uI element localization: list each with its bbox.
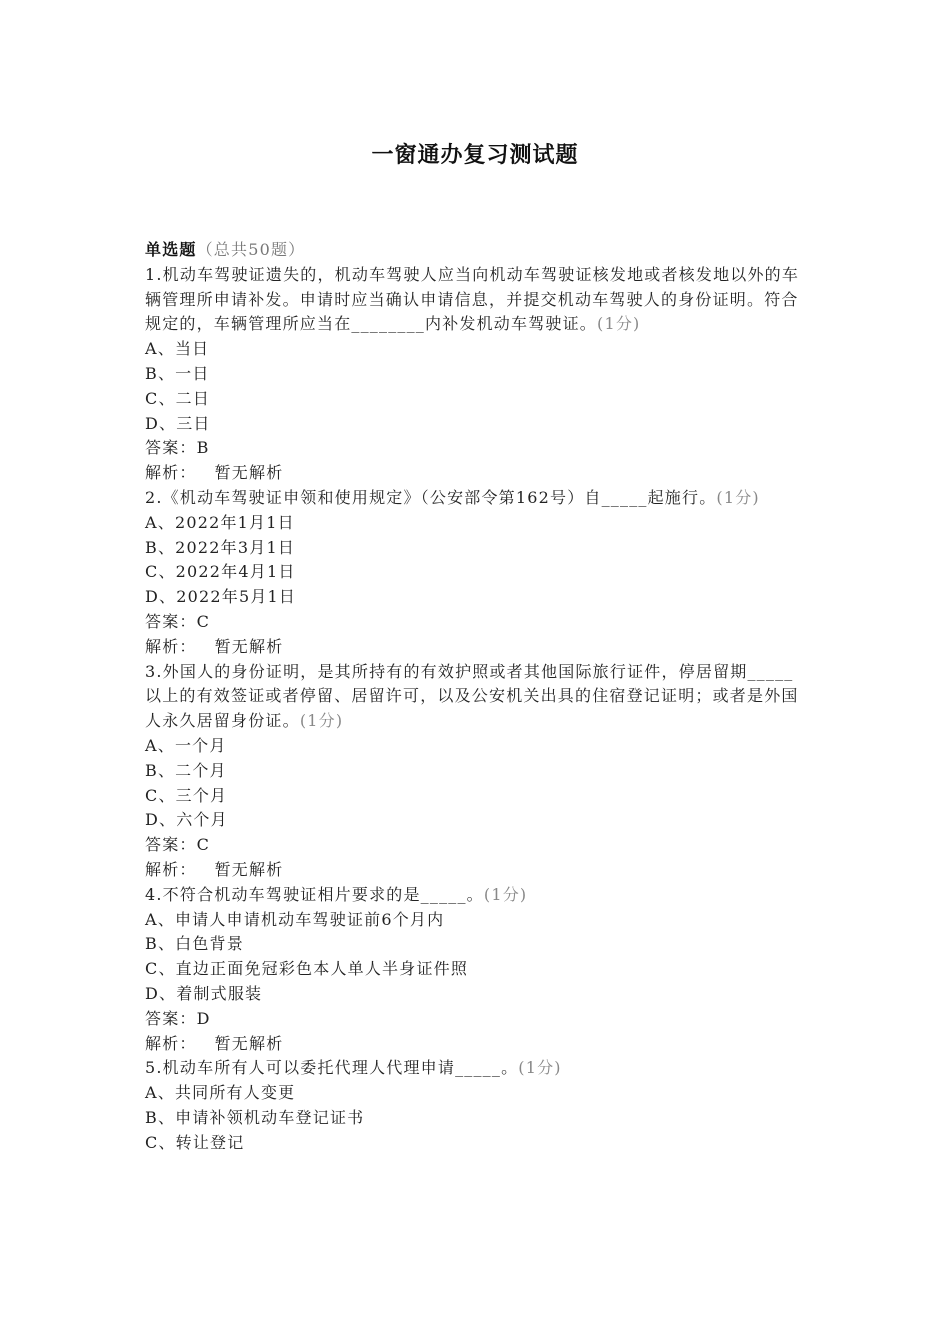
option-a: A、2022年1月1日	[145, 512, 295, 532]
question-score: (1分)	[483, 884, 528, 904]
option-c: C、2022年4月1日	[145, 562, 296, 582]
question-3	[145, 660, 810, 734]
option-a: A、共同所有人变更	[145, 1083, 296, 1103]
option-a: A、一个月	[145, 735, 227, 755]
analysis-label: 解析：	[145, 859, 197, 879]
analysis-line	[145, 1032, 810, 1057]
section-note: （总共50题）	[196, 240, 306, 259]
analysis-label: 解析：	[145, 636, 197, 656]
question-4	[145, 883, 810, 908]
question-score: (1分)	[299, 711, 344, 731]
question-text: 2.《机动车驾驶证申领和使用规定》（公安部令第162号）自_____起施行。	[145, 487, 717, 507]
analysis-label: 解析：	[145, 463, 197, 483]
question-text: 3.外国人的身份证明，是其所持有的有效护照或者其他国际旅行证件，停居留期_____以上的有效签证或者停留、居留许可，以及公安机关出具的住宿登记证明；或者是外国人永久居留身份证。	[145, 661, 799, 731]
option-d: D、三日	[145, 413, 211, 433]
answer-line	[145, 610, 810, 635]
answer-value: C	[196, 611, 211, 631]
analysis-value: 暂无解析	[214, 859, 284, 879]
option-c: C、转让登记	[145, 1132, 245, 1152]
question-5	[145, 1056, 810, 1081]
option-a: A、当日	[145, 339, 210, 359]
option-c: C、直边正面免冠彩色本人单人半身证件照	[145, 959, 469, 979]
option-d: D、六个月	[145, 810, 228, 830]
answer-line	[145, 833, 810, 858]
question-1	[145, 263, 810, 337]
option-c: C、二日	[145, 388, 211, 408]
analysis-label: 解析：	[145, 1033, 197, 1053]
question-score: (1分)	[716, 487, 760, 507]
answer-label: 答案：	[145, 1008, 197, 1028]
question-score: (1分)	[518, 1058, 562, 1078]
question-list	[145, 238, 810, 1155]
option-a: A、申请人申请机动车驾驶证前6个月内	[145, 909, 445, 929]
option-d: D、着制式服装	[145, 983, 263, 1003]
analysis-line	[145, 461, 810, 486]
question-text: 4.不符合机动车驾驶证相片要求的是_____。	[145, 884, 484, 904]
option-d: D、2022年5月1日	[145, 587, 297, 607]
analysis-value: 暂无解析	[214, 1033, 284, 1053]
option-b: B、2022年3月1日	[145, 537, 296, 557]
answer-value: C	[196, 835, 211, 855]
answer-line	[145, 1007, 810, 1032]
option-c: C、三个月	[145, 785, 228, 805]
answer-label: 答案：	[145, 835, 197, 855]
answer-line	[145, 436, 810, 461]
document-title: 一窗通办复习测试题	[371, 142, 579, 168]
question-score: (1分)	[597, 314, 641, 334]
option-b: B、白色背景	[145, 934, 244, 954]
answer-label: 答案：	[145, 611, 197, 631]
analysis-value: 暂无解析	[214, 463, 284, 483]
option-b: B、二个月	[145, 760, 227, 780]
analysis-value: 暂无解析	[214, 636, 284, 656]
answer-value: D	[196, 1008, 211, 1028]
analysis-line	[145, 858, 810, 883]
option-b: B、一日	[145, 363, 210, 383]
answer-value: B	[196, 438, 210, 458]
question-text: 1.机动车驾驶证遗失的，机动车驾驶人应当向机动车驾驶证核发地或者核发地以外的车辆管理所申请补发。申请时应当确认申请信息，并提交机动车驾驶人的身份证明。符合规定的，车辆管理所应当在________内补发机动车驾驶证。	[145, 264, 800, 334]
analysis-line	[145, 635, 810, 660]
question-text: 5.机动车所有人可以委托代理人代理申请_____。	[145, 1058, 519, 1078]
section-heading	[145, 238, 810, 263]
answer-label: 答案：	[145, 438, 197, 458]
section-label: 单选题	[145, 240, 197, 259]
option-b: B、申请补领机动车登记证书	[145, 1107, 365, 1127]
question-2	[145, 486, 810, 511]
